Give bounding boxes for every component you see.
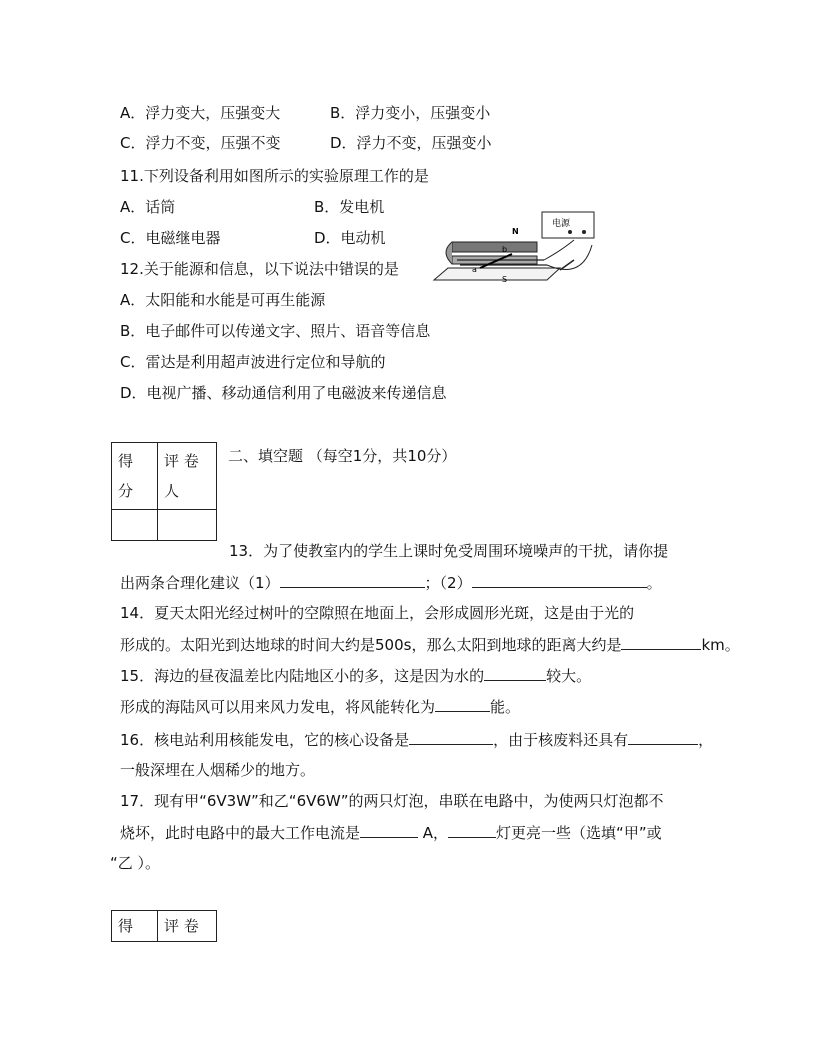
q17-blank-1[interactable] xyxy=(360,822,418,838)
q10-option-a: A．浮力变大，压强变大 xyxy=(120,104,281,122)
score-header-cell xyxy=(112,911,158,942)
grader-label: 评 卷 xyxy=(164,452,199,470)
motor-experiment-figure xyxy=(432,210,602,290)
q10-option-b: B．浮力变小，压强变小 xyxy=(330,104,491,122)
q13-blank-1[interactable] xyxy=(280,572,425,588)
score-label-de: 得 xyxy=(118,917,134,935)
q16-line1: 16．核电站利用核能发电，它的核心设备是 ，由于核废料还具有 ， xyxy=(120,731,714,749)
q13-blank-2[interactable] xyxy=(472,572,647,588)
q16-line2: 一般深埋在人烟稀少的地方。 xyxy=(120,761,316,779)
q11-option-b: B．发电机 xyxy=(314,198,385,216)
q15-line2: 形成的海陆风可以用来风力发电，将风能转化为 能。 xyxy=(120,698,521,716)
score-value-cell[interactable] xyxy=(112,510,158,541)
score-label-de: 得 xyxy=(118,452,134,470)
label-b: b xyxy=(502,245,508,254)
grader-label-ren: 人 xyxy=(164,482,180,500)
wire xyxy=(544,240,574,260)
q13-line1: 13．为了使教室内的学生上课时免受周围环境噪声的干扰，请你提 xyxy=(229,542,669,560)
label-s: S xyxy=(502,275,508,284)
q14-line2: 形成的。太阳光到达地球的时间大约是500s，那么太阳到地球的距离大约是 km。 xyxy=(120,636,740,654)
wire xyxy=(547,245,592,270)
q15-line1: 15．海边的昼夜温差比内陆地区小的多，这是因为水的 较大。 xyxy=(120,667,592,685)
label-n: N xyxy=(512,227,519,236)
q16-blank-2[interactable] xyxy=(628,729,698,745)
grader-header-cell xyxy=(158,443,217,510)
label-a: a xyxy=(472,265,477,274)
score-table-2 xyxy=(111,910,217,942)
q10-option-c: C．浮力不变，压强不变 xyxy=(120,134,281,152)
q16-blank-1[interactable] xyxy=(409,729,493,745)
q17-line3: “乙 ）。 xyxy=(110,854,161,872)
q15-blank-1[interactable] xyxy=(484,665,546,681)
q14-line1: 14．夏天太阳光经过树叶的空隙照在地面上，会形成圆形光斑，这是由于光的 xyxy=(120,604,635,622)
base-board xyxy=(434,268,560,280)
score-table-1 xyxy=(111,442,217,541)
q17-blank-2[interactable] xyxy=(448,822,496,838)
q13-line2: 出两条合理化建议（1） ；（2） 。 xyxy=(120,574,662,592)
q11-option-d: D．电动机 xyxy=(314,229,386,247)
grader-value-cell[interactable] xyxy=(158,510,217,541)
q12-option-c: C．雷达是利用超声波进行定位和导航的 xyxy=(120,353,386,371)
magnet-top-arm xyxy=(452,242,537,252)
power-label: 电源 xyxy=(552,219,571,229)
grader-label: 评 卷 xyxy=(164,917,199,935)
q10-option-d: D．浮力不变，压强变小 xyxy=(330,134,492,152)
q12-option-b: B．电子邮件可以传递文字、照片、语音等信息 xyxy=(120,322,431,340)
section2-title: 二、填空题 （每空1分，共10分） xyxy=(228,447,457,465)
q17-line1: 17．现有甲“6V3W”和乙“6V6W”的两只灯泡，串联在电路中，为使两只灯泡都不 xyxy=(120,792,664,810)
magnet-bend xyxy=(446,242,452,264)
q11-option-a: A．话筒 xyxy=(120,198,176,216)
q12-stem: 12.关于能源和信息，以下说法中错误的是 xyxy=(120,260,399,278)
q12-option-a: A．太阳能和水能是可再生能源 xyxy=(120,291,326,309)
q17-line2: 烧坏，此时电路中的最大工作电流是 A， 灯更亮一些（选填“甲”或 xyxy=(120,824,662,842)
q15-blank-2[interactable] xyxy=(435,696,490,712)
q14-blank[interactable] xyxy=(621,634,701,650)
score-header-cell xyxy=(112,443,158,510)
score-label-fen: 分 xyxy=(118,482,134,500)
q11-stem: 11.下列设备利用如图所示的实验原理工作的是 xyxy=(120,167,429,185)
q11-option-c: C．电磁继电器 xyxy=(120,229,221,247)
grader-header-cell xyxy=(158,911,217,942)
q12-option-d: D．电视广播、移动通信利用了电磁波来传递信息 xyxy=(120,384,447,402)
